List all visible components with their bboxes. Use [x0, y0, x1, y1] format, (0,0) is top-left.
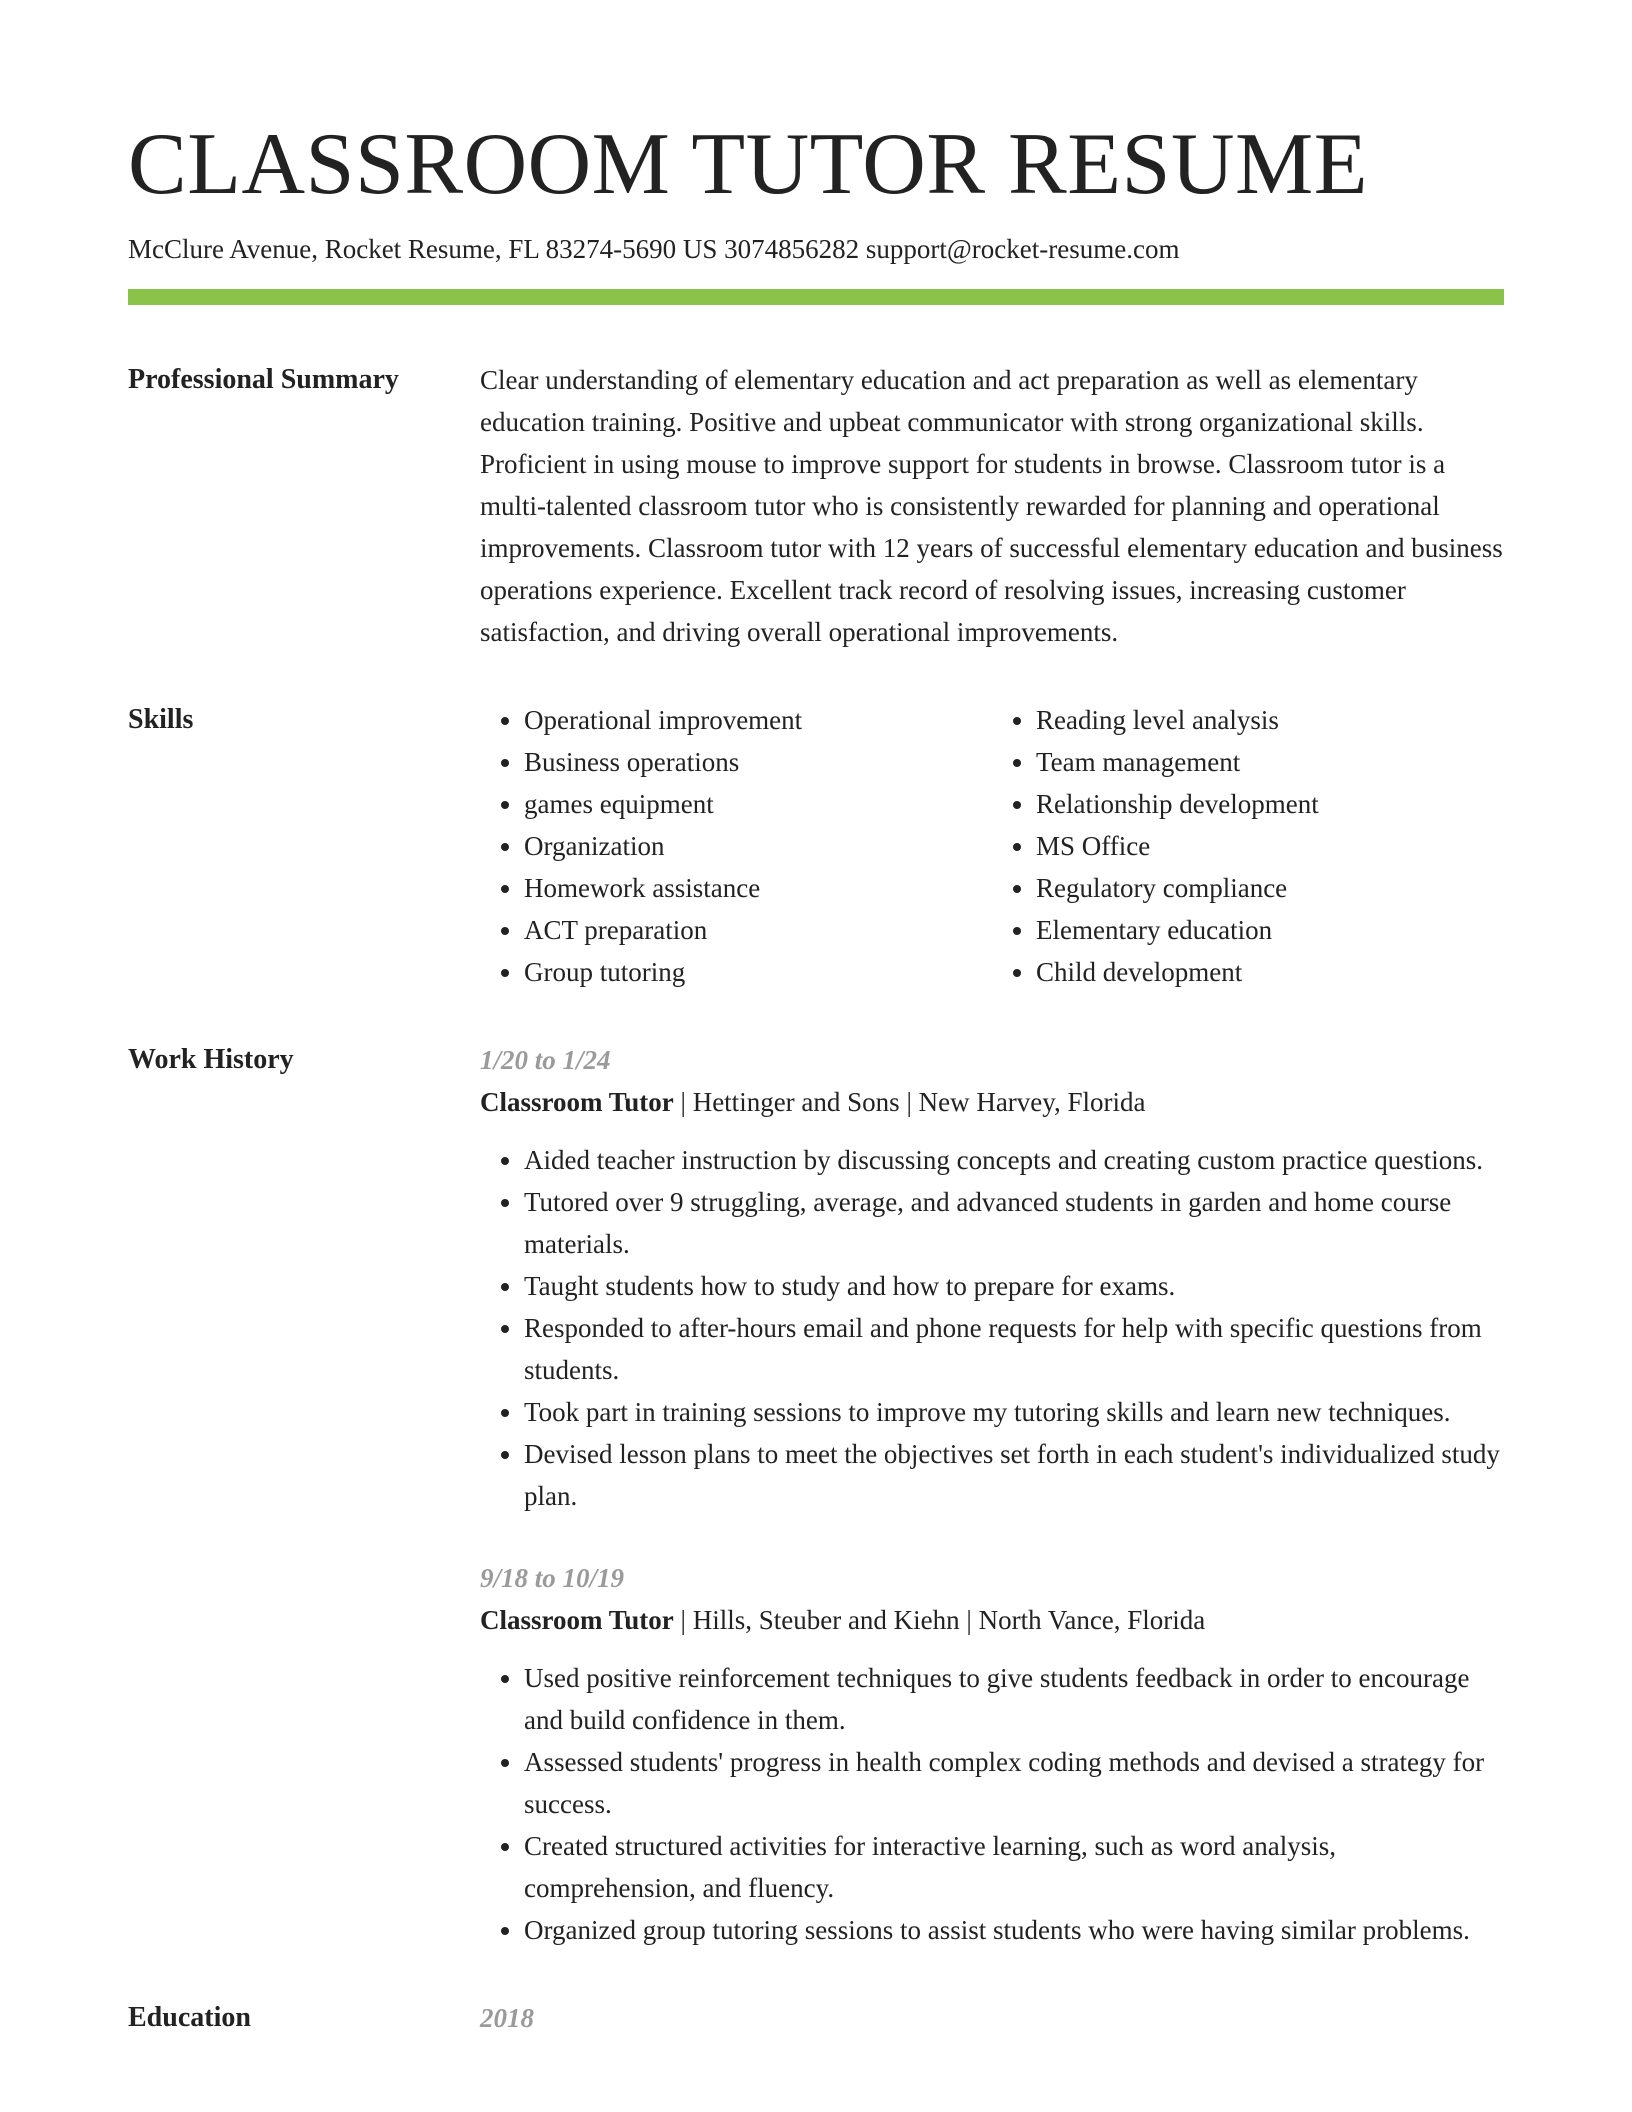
- skill-item: • games equipment: [524, 783, 992, 825]
- accent-divider: [128, 289, 1504, 305]
- job-dates: 9/18 to 10/19: [480, 1562, 625, 1593]
- skill-item: • Group tutoring: [524, 951, 992, 993]
- job-company: Hills, Steuber and Kiehn: [692, 1604, 960, 1635]
- job-dates: 1/20 to 1/24: [480, 1044, 611, 1075]
- job-bullet: • Used positive reinforcement techniques to give students feedback in order to encourage and build confidence in them.: [524, 1657, 1504, 1741]
- summary-text: Clear understanding of elementary education and act preparation as well as elementary education training. Positive and upbeat communicator with strong organizational skills. Proficient in using mouse to improve support for students in browse. Classroom tutor is a multi-talented classroom tutor who is consistently rewarded for planning and operational improvements. Classroom tutor with 12 years of successful elementary education and business operations experience. Excellent track record of resolving issues, increasing customer satisfaction, and driving overall operational improvements.: [480, 364, 1503, 647]
- summary-section: [128, 359, 1504, 653]
- job-bullet: • Took part in training sessions to improve my tutoring skills and learn new techniques.: [524, 1391, 1504, 1433]
- resume-title: CLASSROOM TUTOR RESUME: [128, 116, 1368, 213]
- separator: |: [673, 1086, 693, 1117]
- job-bullets: [480, 1657, 1504, 1951]
- education-year: 2018: [480, 2002, 534, 2033]
- job-heading: [480, 1081, 1504, 1123]
- skill-item: • Organization: [524, 825, 992, 867]
- work-history-section: [128, 1039, 1504, 1951]
- skills-column-right: [992, 699, 1504, 993]
- job-bullet: • Created structured activities for interactive learning, such as word analysis, comprehension, and fluency.: [524, 1825, 1504, 1909]
- skill-item: • MS Office: [1036, 825, 1504, 867]
- job-entry: [480, 1039, 1504, 1517]
- skill-item: • ACT preparation: [524, 909, 992, 951]
- job-bullet: • Responded to after-hours email and phone requests for help with specific questions from students.: [524, 1307, 1504, 1391]
- job-bullets: [480, 1139, 1504, 1517]
- job-bullet: • Devised lesson plans to meet the objectives set forth in each student's individualized study plan.: [524, 1433, 1504, 1517]
- skills-column-left: [480, 699, 992, 993]
- skills-section: [128, 699, 1504, 993]
- separator: |: [899, 1086, 919, 1117]
- job-heading: [480, 1599, 1504, 1641]
- skill-item: • Elementary education: [1036, 909, 1504, 951]
- job-bullet: • Taught students how to study and how to prepare for exams.: [524, 1265, 1504, 1307]
- job-location: New Harvey, Florida: [918, 1086, 1146, 1117]
- skill-item: • Team management: [1036, 741, 1504, 783]
- skill-item: • Reading level analysis: [1036, 699, 1504, 741]
- skill-item: • Regulatory compliance: [1036, 867, 1504, 909]
- skill-item: • Operational improvement: [524, 699, 992, 741]
- job-company: Hettinger and Sons: [692, 1086, 900, 1117]
- contact-line: McClure Avenue, Rocket Resume, FL 83274-5690 US 3074856282 support@rocket-resume.com: [128, 233, 1180, 264]
- skill-item: • Relationship development: [1036, 783, 1504, 825]
- job-bullet: • Organized group tutoring sessions to assist students who were having similar problems.: [524, 1909, 1504, 1951]
- skill-item: • Homework assistance: [524, 867, 992, 909]
- job-title: Classroom Tutor: [480, 1604, 674, 1635]
- separator: |: [673, 1604, 693, 1635]
- job-bullet: • Assessed students' progress in health complex coding methods and devised a strategy for success.: [524, 1741, 1504, 1825]
- summary-label: Professional Summary: [128, 363, 399, 395]
- job-title: Classroom Tutor: [480, 1086, 674, 1117]
- job-entry: [480, 1557, 1504, 1951]
- skill-item: • Child development: [1036, 951, 1504, 993]
- work-history-label: Work History: [128, 1043, 294, 1075]
- skills-label: Skills: [128, 703, 194, 735]
- education-label: Education: [128, 2001, 251, 2033]
- job-bullet: • Aided teacher instruction by discussing concepts and creating custom practice questions.: [524, 1139, 1504, 1181]
- job-bullet: • Tutored over 9 struggling, average, and advanced students in garden and home course materials.: [524, 1181, 1504, 1265]
- resume-page: [128, 112, 1504, 2039]
- job-list: [480, 1039, 1504, 1951]
- skill-item: • Business operations: [524, 741, 992, 783]
- separator: |: [959, 1604, 979, 1635]
- job-location: North Vance, Florida: [978, 1604, 1206, 1635]
- education-section: [128, 1997, 1504, 2039]
